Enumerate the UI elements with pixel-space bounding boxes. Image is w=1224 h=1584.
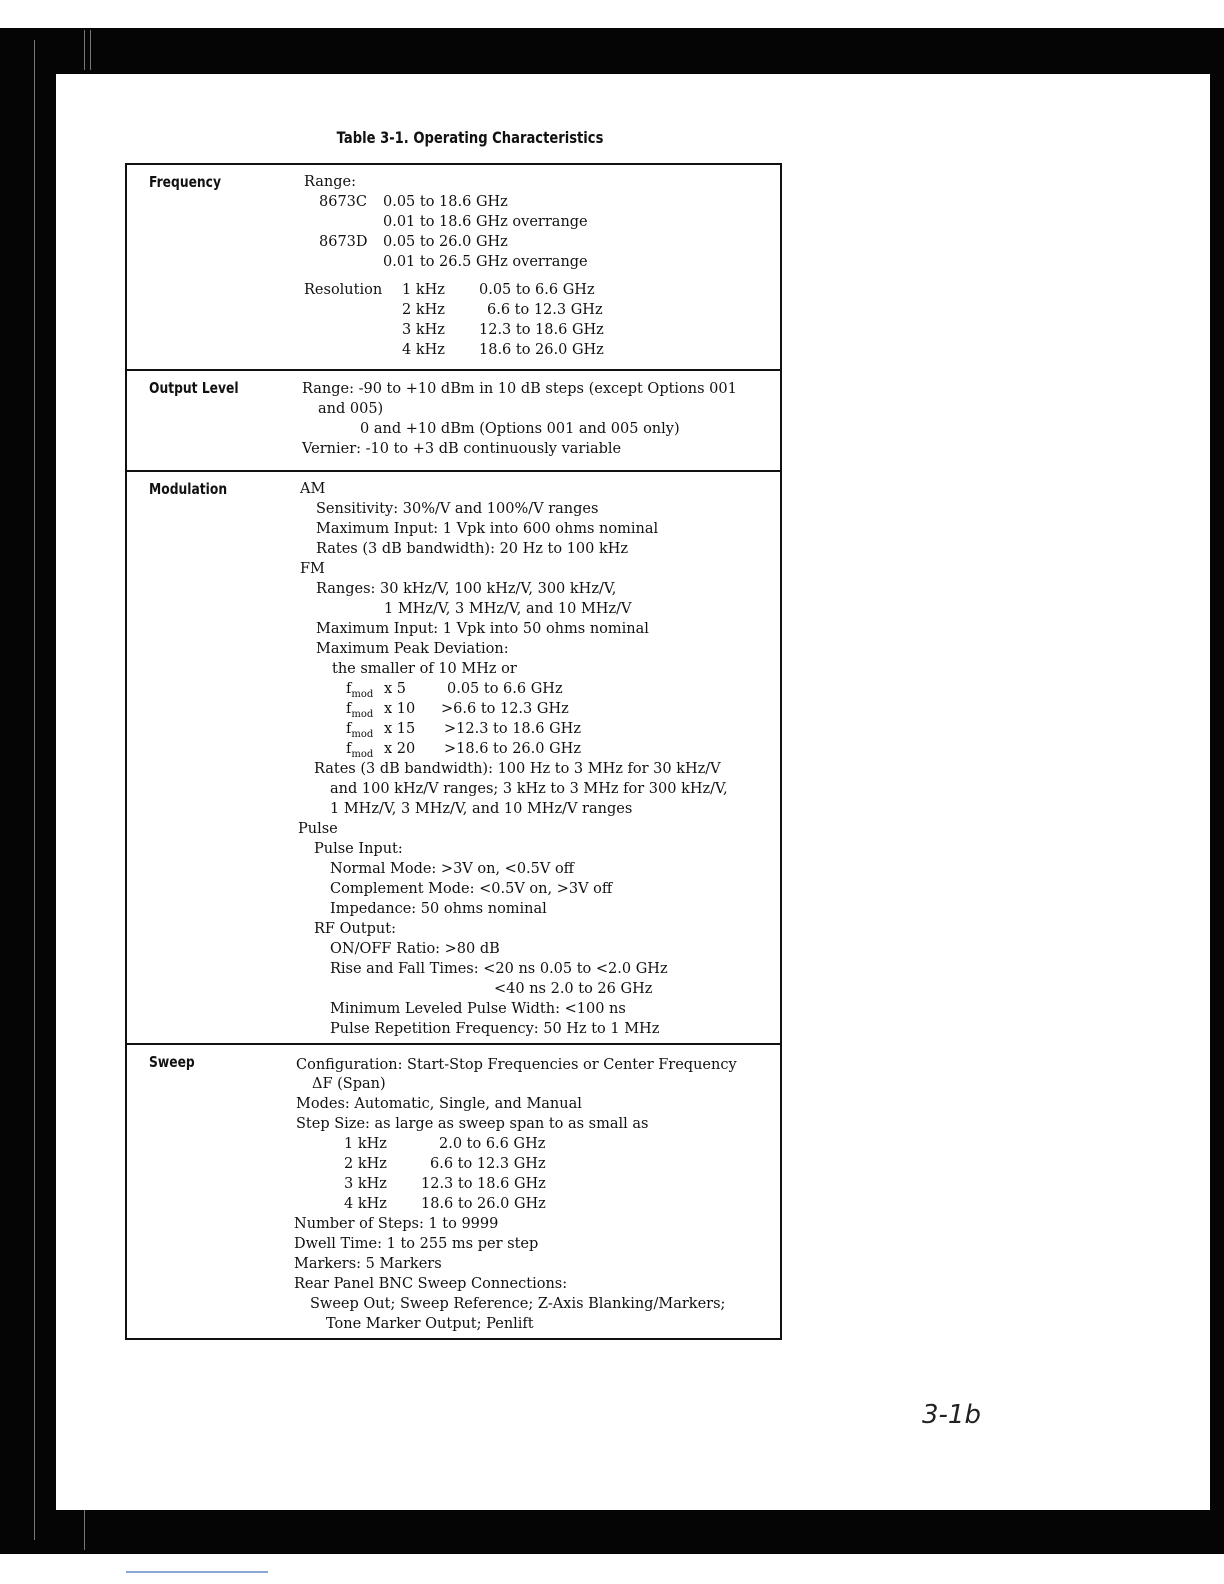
sweep-span: ΔF (Span) xyxy=(312,1076,386,1092)
scan-border-right xyxy=(1210,28,1224,1548)
category-modulation: Modulation xyxy=(149,480,228,498)
deviation-mult: x 5 xyxy=(384,681,407,697)
resolution-step: 1 kHz xyxy=(402,282,445,298)
deviation-mult: x 15 xyxy=(384,721,416,737)
category-sweep: Sweep xyxy=(149,1053,195,1071)
sweep-connections: Sweep Out; Sweep Reference; Z-Axis Blanking/Markers; xyxy=(310,1296,726,1312)
deviation-mult: x 20 xyxy=(384,741,416,757)
output-range: Range: -90 to +10 dBm in 10 dB steps (except Options 001 xyxy=(302,381,737,397)
sweep-connections-cont: Tone Marker Output; Penlift xyxy=(326,1316,534,1332)
sweep-dwell-time: Dwell Time: 1 to 255 ms per step xyxy=(294,1236,539,1252)
category-frequency: Frequency xyxy=(149,173,221,191)
fmod-label: $f_{mod}$ xyxy=(346,721,374,740)
category-output-level: Output Level xyxy=(149,379,239,397)
model-8673d: 8673D xyxy=(319,234,368,250)
rf-on-off-ratio: ON/OFF Ratio: >80 dB xyxy=(330,941,500,957)
sweep-step-range: 18.6 to 26.0 GHz xyxy=(421,1196,546,1212)
rf-min-pulse-width: Minimum Leveled Pulse Width: <100 ns xyxy=(330,1001,626,1017)
range-8673c-b: 0.01 to 18.6 GHz overrange xyxy=(383,214,588,230)
resolution-range: 12.3 to 18.6 GHz xyxy=(479,322,604,338)
deviation-range: 0.05 to 6.6 GHz xyxy=(447,681,563,697)
characteristics-table xyxy=(125,163,782,1340)
fm-ranges-cont: 1 MHz/V, 3 MHz/V, and 10 MHz/V xyxy=(384,601,632,617)
fm-smaller-of: the smaller of 10 MHz or xyxy=(332,661,517,677)
fm-rates: Rates (3 dB bandwidth): 100 Hz to 3 MHz for 30 kHz/V xyxy=(314,761,721,777)
output-options: 0 and +10 dBm (Options 001 and 005 only) xyxy=(360,421,680,437)
scan-artifact xyxy=(34,40,35,1540)
pulse-impedance: Impedance: 50 ohms nominal xyxy=(330,901,547,917)
resolution-range: 0.05 to 6.6 GHz xyxy=(479,282,595,298)
sweep-step: 3 kHz xyxy=(344,1176,387,1192)
deviation-range: >6.6 to 12.3 GHz xyxy=(441,701,569,717)
rf-rise-fall-cont: <40 ns 2.0 to 26 GHz xyxy=(494,981,653,997)
range-8673d-a: 0.05 to 26.0 GHz xyxy=(383,234,508,250)
row-frequency xyxy=(125,163,782,369)
am-sensitivity: Sensitivity: 30%/V and 100%/V ranges xyxy=(316,501,599,517)
sweep-modes: Modes: Automatic, Single, and Manual xyxy=(296,1096,582,1112)
scan-border-bottom xyxy=(0,1510,1224,1554)
sweep-step: 4 kHz xyxy=(344,1196,387,1212)
scan-artifact xyxy=(90,30,91,70)
am-max-input: Maximum Input: 1 Vpk into 600 ohms nominal xyxy=(316,521,659,537)
range-8673d-b: 0.01 to 26.5 GHz overrange xyxy=(383,254,588,270)
resolution-range: 18.6 to 26.0 GHz xyxy=(479,342,604,358)
sweep-step: 1 kHz xyxy=(344,1136,387,1152)
resolution-label: Resolution xyxy=(304,282,383,298)
resolution-step: 4 kHz xyxy=(402,342,445,358)
scan-artifact xyxy=(84,1510,85,1550)
output-range-cont: and 005) xyxy=(318,401,384,417)
fm-max-input: Maximum Input: 1 Vpk into 50 ohms nominal xyxy=(316,621,649,637)
fm-rates-cont: 1 MHz/V, 3 MHz/V, and 10 MHz/V ranges xyxy=(330,801,633,817)
pulse-input: Pulse Input: xyxy=(314,841,403,857)
output-vernier: Vernier: -10 to +3 dB continuously variable xyxy=(302,441,622,457)
fm-title: FM xyxy=(300,561,325,577)
resolution-step: 2 kHz xyxy=(402,302,445,318)
fmod-label: $f_{mod}$ xyxy=(346,741,374,760)
sweep-step-range: 12.3 to 18.6 GHz xyxy=(421,1176,546,1192)
pulse-title: Pulse xyxy=(298,821,338,837)
sweep-step-size: Step Size: as large as sweep span to as small as xyxy=(296,1116,649,1132)
range-8673c-a: 0.05 to 18.6 GHz xyxy=(383,194,508,210)
fm-rates-cont: and 100 kHz/V ranges; 3 kHz to 3 MHz for 300 kHz/V, xyxy=(330,781,728,797)
rf-rise-fall: Rise and Fall Times: <20 ns 0.05 to <2.0 GHz xyxy=(330,961,668,977)
fmod-label: $f_{mod}$ xyxy=(346,681,374,700)
sweep-step: 2 kHz xyxy=(344,1156,387,1172)
scan-border-left xyxy=(0,28,56,1548)
sweep-step-range: 2.0 to 6.6 GHz xyxy=(439,1136,546,1152)
fm-peak-deviation: Maximum Peak Deviation: xyxy=(316,641,509,657)
rf-output: RF Output: xyxy=(314,921,396,937)
sweep-number-of-steps: Number of Steps: 1 to 9999 xyxy=(294,1216,499,1232)
resolution-range: 6.6 to 12.3 GHz xyxy=(487,302,603,318)
sweep-step-range: 6.6 to 12.3 GHz xyxy=(430,1156,546,1172)
deviation-range: >18.6 to 26.0 GHz xyxy=(444,741,581,757)
pulse-complement-mode: Complement Mode: <0.5V on, >3V off xyxy=(330,881,613,897)
deviation-mult: x 10 xyxy=(384,701,416,717)
row-sweep xyxy=(125,1043,782,1340)
sweep-markers: Markers: 5 Markers xyxy=(294,1256,442,1272)
scan-artifact xyxy=(126,1571,268,1573)
sweep-rear-panel: Rear Panel BNC Sweep Connections: xyxy=(294,1276,568,1292)
deviation-range: >12.3 to 18.6 GHz xyxy=(444,721,581,737)
fmod-label: $f_{mod}$ xyxy=(346,701,374,720)
scan-border-top xyxy=(0,28,1224,74)
sweep-configuration: Configuration: Start-Stop Frequencies or Center Frequency xyxy=(296,1057,737,1073)
handwritten-page-number: 3-1b xyxy=(922,1400,981,1430)
rf-prf: Pulse Repetition Frequency: 50 Hz to 1 MHz xyxy=(330,1021,660,1037)
am-title: AM xyxy=(300,481,326,497)
am-rates: Rates (3 dB bandwidth): 20 Hz to 100 kHz xyxy=(316,541,629,557)
row-modulation xyxy=(125,470,782,1043)
model-8673c: 8673C xyxy=(319,194,367,210)
row-output-level xyxy=(125,369,782,470)
page-title: Table 3-1. Operating Characteristics xyxy=(336,128,604,147)
pulse-normal-mode: Normal Mode: >3V on, <0.5V off xyxy=(330,861,574,877)
fm-ranges: Ranges: 30 kHz/V, 100 kHz/V, 300 kHz/V, xyxy=(316,581,617,597)
resolution-step: 3 kHz xyxy=(402,322,445,338)
scan-artifact xyxy=(84,30,85,70)
range-label: Range: xyxy=(304,174,356,190)
